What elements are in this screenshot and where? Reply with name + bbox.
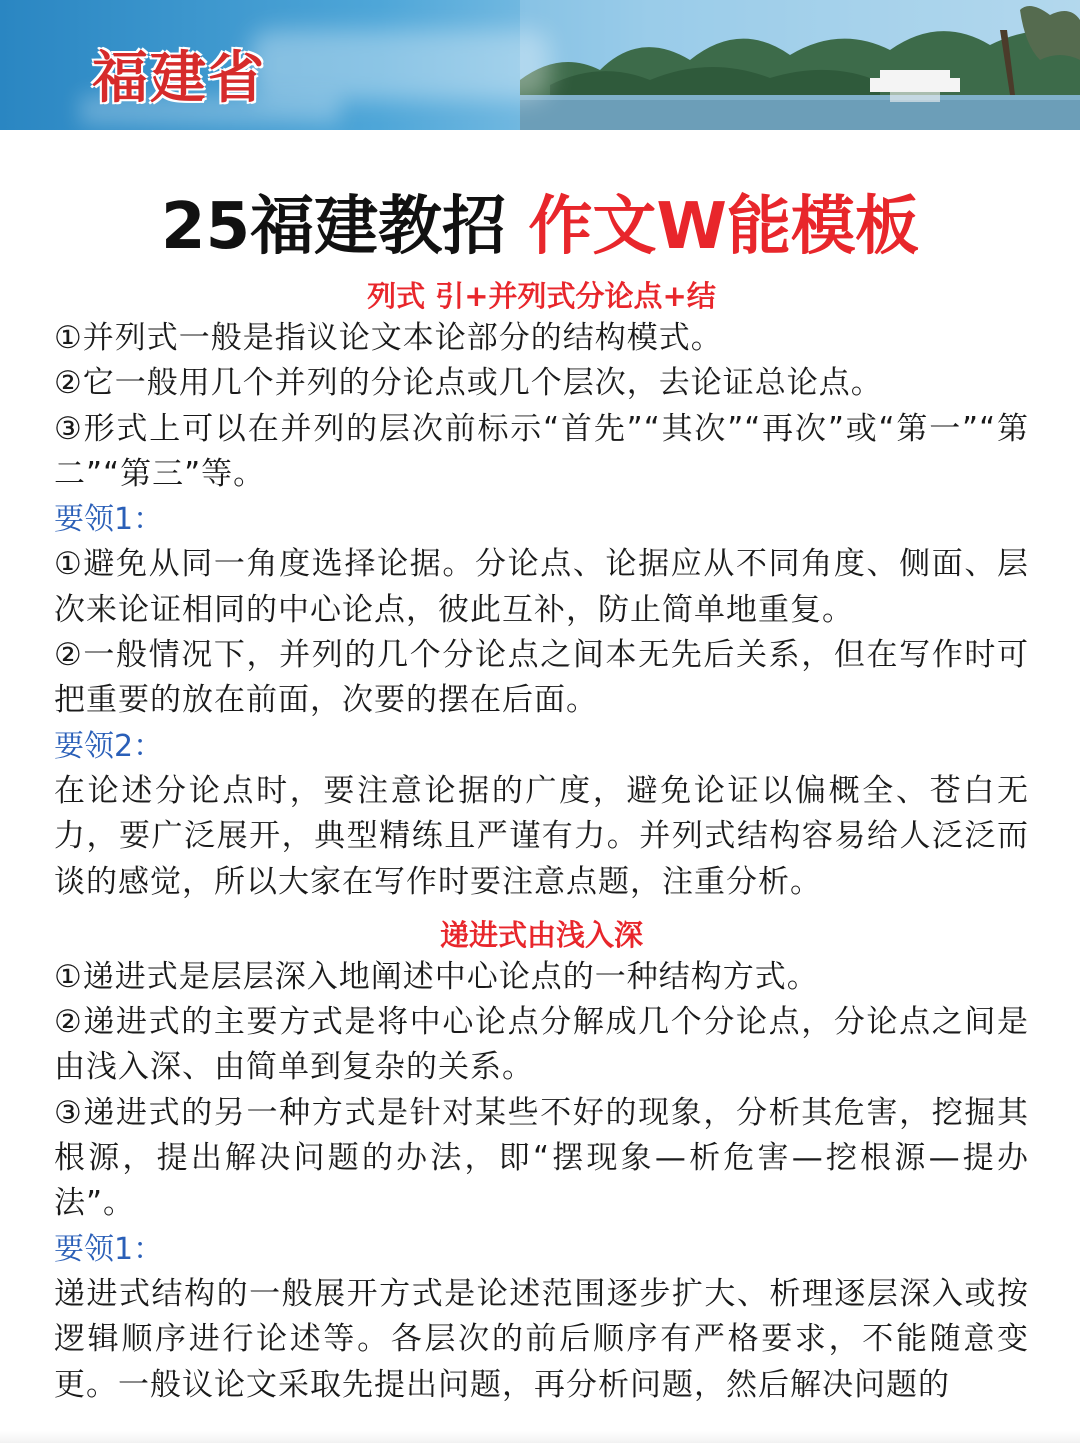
title-part-black: 25福建教招: [161, 190, 507, 264]
bottom-edge: [0, 1431, 1080, 1443]
paragraph: ③形式上可以在并列的层次前标示“首先”“其次”“再次”或“第一”“第二”“第三”等。: [54, 410, 1029, 492]
key-point-label: 要领1：: [54, 502, 164, 538]
lake-scenery-image: [520, 0, 1080, 130]
paragraph: ①并列式一般是指议论文本论部分的结构模式。: [54, 320, 723, 356]
page-title: [0, 175, 1080, 267]
brand-logo-text: 福建省: [92, 46, 266, 111]
paragraph: 在论述分论点时，要注意论据的广度，避免论证以偏概全、苍白无力，要广泛展开，典型精练且严谨有力。并列式结构容易给人泛泛而谈的感觉，所以大家在写作时要注意点题，注重分析。: [54, 772, 1029, 900]
paragraph: 递进式结构的一般展开方式是论述范围逐步扩大、析理逐层深入或按逻辑顺序进行论述等。各层次的前后顺序有严格要求，不能随意变更。一般议论文采取先提出问题，再分析问题，然后解决问题的: [54, 1275, 1029, 1403]
paragraph: ①避免从同一角度选择论据。分论点、论据应从不同角度、侧面、层次来论证相同的中心论点，彼此互补，防止简单地重复。: [54, 546, 1029, 628]
key-point-label: 要领2：: [54, 728, 164, 764]
paragraph: ①递进式是层层深入地阐述中心论点的一种结构方式。: [54, 958, 819, 995]
title-part-red: 作文W能模板: [528, 190, 919, 264]
paragraph: ②递进式的主要方式是将中心论点分解成几个分论点，分论点之间是由浅入深、由简单到复杂的关系。: [54, 1004, 1029, 1086]
paragraph: ③递进式的另一种方式是针对某些不好的现象，分析其危害，挖掘其根源，提出解决问题的办法，即“摆现象—析危害—挖根源—提办法”。: [54, 1094, 1029, 1222]
article-body: [54, 276, 1029, 1408]
blurred-logo-area: [250, 30, 550, 100]
section-heading-progressive: 递进式由浅入深: [439, 917, 643, 952]
header-banner: [0, 0, 1080, 130]
key-point-label: 要领1：: [54, 1231, 164, 1267]
paragraph: ②一般情况下，并列的几个分论点之间本无先后关系，但在写作时可把重要的放在前面，次要的摆在后面。: [54, 637, 1029, 719]
section-heading-parallel: 列式 引+并列式分论点+结: [367, 279, 716, 313]
paragraph: ②它一般用几个并列的分论点或几个层次，去论证总论点。: [54, 365, 883, 402]
